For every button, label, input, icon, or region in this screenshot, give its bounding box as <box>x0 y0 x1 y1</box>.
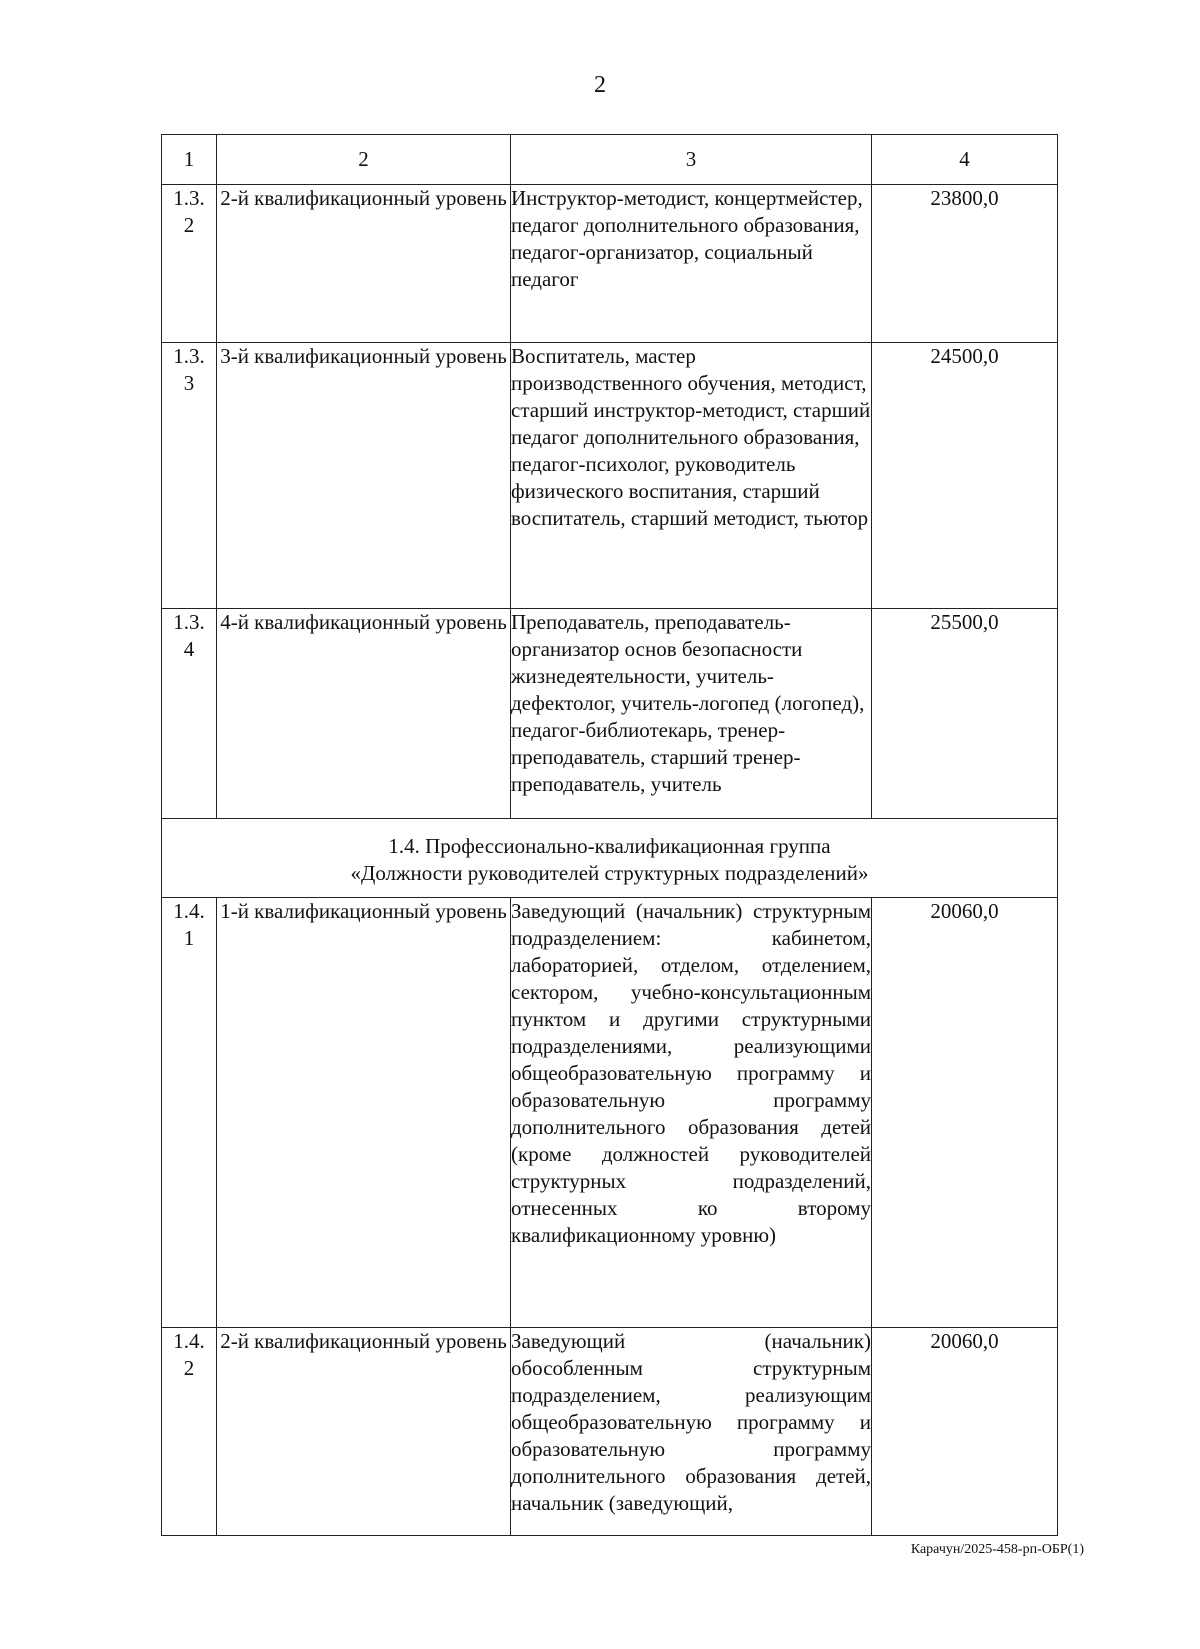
header-cell-4: 4 <box>872 135 1058 185</box>
salary-value: 24500,0 <box>872 343 1058 609</box>
positions-list: Преподаватель, преподаватель-организатор основ безопасности жизнедеятельности, учитель-дефектолог, учитель-логопед (логопед), педагог-библиотекарь, тренер-преподаватель, старший тренер-преподаватель, учитель <box>511 609 872 819</box>
positions-list: Заведующий (начальник) обособленным структурным подразделением, реализующим общеобразовательную программу и образовательную программу дополнительного образования детей, начальник (заведующий, <box>511 1328 872 1536</box>
salary-table <box>161 134 1058 1536</box>
table-row <box>162 185 1058 343</box>
salary-value: 23800,0 <box>872 185 1058 343</box>
group-subtitle: «Должности руководителей структурных подразделений» <box>350 861 869 885</box>
positions-list: Заведующий (начальник) структурным подразделением: кабинетом, лабораторией, отделом, отделением, сектором, учебно-консультационным пунктом и другими структурными подразделениями, реализующими общеобразовательную программу и образовательную программу дополнительного образования детей (кроме должностей руководителей структурных подразделений, отнесенных ко второму квалификационному уровню) <box>511 898 872 1328</box>
qualification-level: 2-й квалификационный уровень <box>217 185 511 343</box>
table-header-row <box>162 135 1058 185</box>
table-row <box>162 343 1058 609</box>
row-number: 1.3. 3 <box>162 343 217 609</box>
row-number: 1.4. 1 <box>162 898 217 1328</box>
salary-value: 20060,0 <box>872 1328 1058 1536</box>
row-number: 1.3. 4 <box>162 609 217 819</box>
positions-list: Инструктор-методист, концертмейстер, педагог дополнительного образования, педагог-организатор, социальный педагог <box>511 185 872 343</box>
header-cell-3: 3 <box>511 135 872 185</box>
group-header-row <box>162 819 1058 898</box>
positions-list: Воспитатель, мастер производственного обучения, методист, старший инструктор-методист, старший педагог дополнительного образования, педагог-психолог, руководитель физического воспитания, старший воспитатель, старший методист, тьютор <box>511 343 872 609</box>
qualification-level: 1-й квалификационный уровень <box>217 898 511 1328</box>
group-title: 1.4. Профессионально-квалификационная группа <box>388 834 831 858</box>
salary-value: 25500,0 <box>872 609 1058 819</box>
qualification-level: 3-й квалификационный уровень <box>217 343 511 609</box>
table-row <box>162 609 1058 819</box>
qualification-level: 4-й квалификационный уровень <box>217 609 511 819</box>
group-header-cell <box>162 819 1058 898</box>
header-cell-2: 2 <box>217 135 511 185</box>
page-number: 2 <box>594 72 606 98</box>
table-row <box>162 898 1058 1328</box>
qualification-level: 2-й квалификационный уровень <box>217 1328 511 1536</box>
salary-value: 20060,0 <box>872 898 1058 1328</box>
row-number: 1.3. 2 <box>162 185 217 343</box>
document-reference-footer: Карачун/2025-458-рп-ОБР(1) <box>910 1542 1084 1557</box>
table-row <box>162 1328 1058 1536</box>
row-number: 1.4. 2 <box>162 1328 217 1536</box>
header-cell-1: 1 <box>162 135 217 185</box>
